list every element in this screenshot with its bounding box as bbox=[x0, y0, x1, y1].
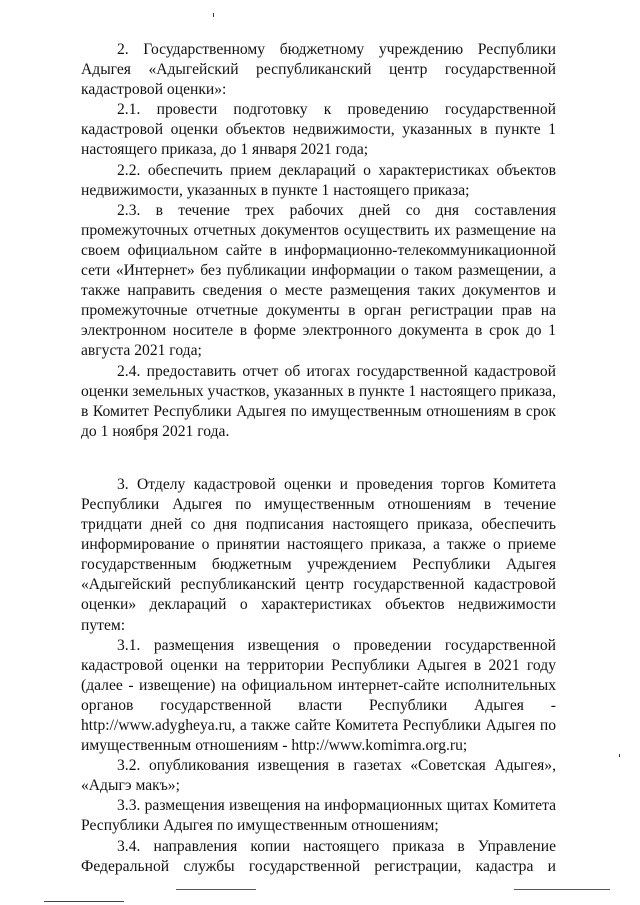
paragraph-2-2: 2.2. обеспечить прием деклараций о характеристиках объектов недвижимости, указанных в пункте 1 настоящего приказа; bbox=[81, 161, 556, 199]
document-page bbox=[81, 40, 556, 877]
paragraph-2-1: 2.1. провести подготовку к проведению государственной кадастровой оценки объектов недвижимости, указанных в пункте 1 настоящего приказа, до 1 января 2021 года; bbox=[81, 101, 556, 159]
scan-speck bbox=[619, 754, 620, 757]
paragraph-2: 2. Государственному бюджетному учреждению Республики Адыгея «Адыгейский республиканский центр государственной кадастровой оценки»: bbox=[81, 41, 556, 99]
scan-line bbox=[44, 901, 124, 902]
paragraph-3-4: 3.4. направления копии настоящего приказа в Управление Федеральной службы государственной регистрации, кадастра и bbox=[81, 837, 556, 875]
paragraph-2-3: 2.3. в течение трех рабочих дней со дня составления промежуточных отчетных документов осуществить их размещение на своем официальном сайте в информационно-телекоммуникационной сети «Интернет» без публикации информации о таком размещении, а также направить сведения о месте размещения таких документов и промежуточные отчетные документы в орган регистрации прав на электронном носителе в форме электронного документа в срок до 1 августа 2021 года; bbox=[81, 201, 556, 360]
scan-line bbox=[514, 889, 610, 890]
section-gap bbox=[81, 442, 556, 475]
scan-line bbox=[176, 889, 256, 890]
paragraph-2-4: 2.4. предоставить отчет об итогах государственной кадастровой оценки земельных участков, указанных в пункте 1 настоящего приказа, в Комитет Республики Адыгея по имущественным отношениям в срок до 1 ноября 2021 года. bbox=[81, 362, 556, 440]
paragraph-3-1: 3.1. размещения извещения о проведении государственной кадастровой оценки на территории Республики Адыгея в 2021 году (далее - извещение) на официальном интернет-сайте исполнительных органов государственной власти Республики Адыгея - http://www.adygheya.ru, а также сайте Комитета Республики Адыгея по имущественным отношениям - http://www.komimra.org.ru; bbox=[81, 636, 556, 755]
paragraph-3-3: 3.3. размещения извещения на информационных щитах Комитета Республики Адыгея по имущественным отношениям; bbox=[81, 797, 556, 835]
paragraph-3-2: 3.2. опубликования извещения в газетах «Советская Адыгея», «Адыгэ макъ»; bbox=[81, 757, 556, 795]
scan-speck bbox=[213, 13, 214, 17]
paragraph-3: 3. Отделу кадастровой оценки и проведения торгов Комитета Республики Адыгея по имущественным отношениям в течение тридцати дней со дня подписания настоящего приказа, обеспечить информирование о принятии настоящего приказа, а также о приеме государственным бюджетным учреждением Республики Адыгея «Адыгейский республиканский центр государственной кадастровой оценки» деклараций о характеристиках объектов недвижимости путем: bbox=[81, 475, 556, 634]
